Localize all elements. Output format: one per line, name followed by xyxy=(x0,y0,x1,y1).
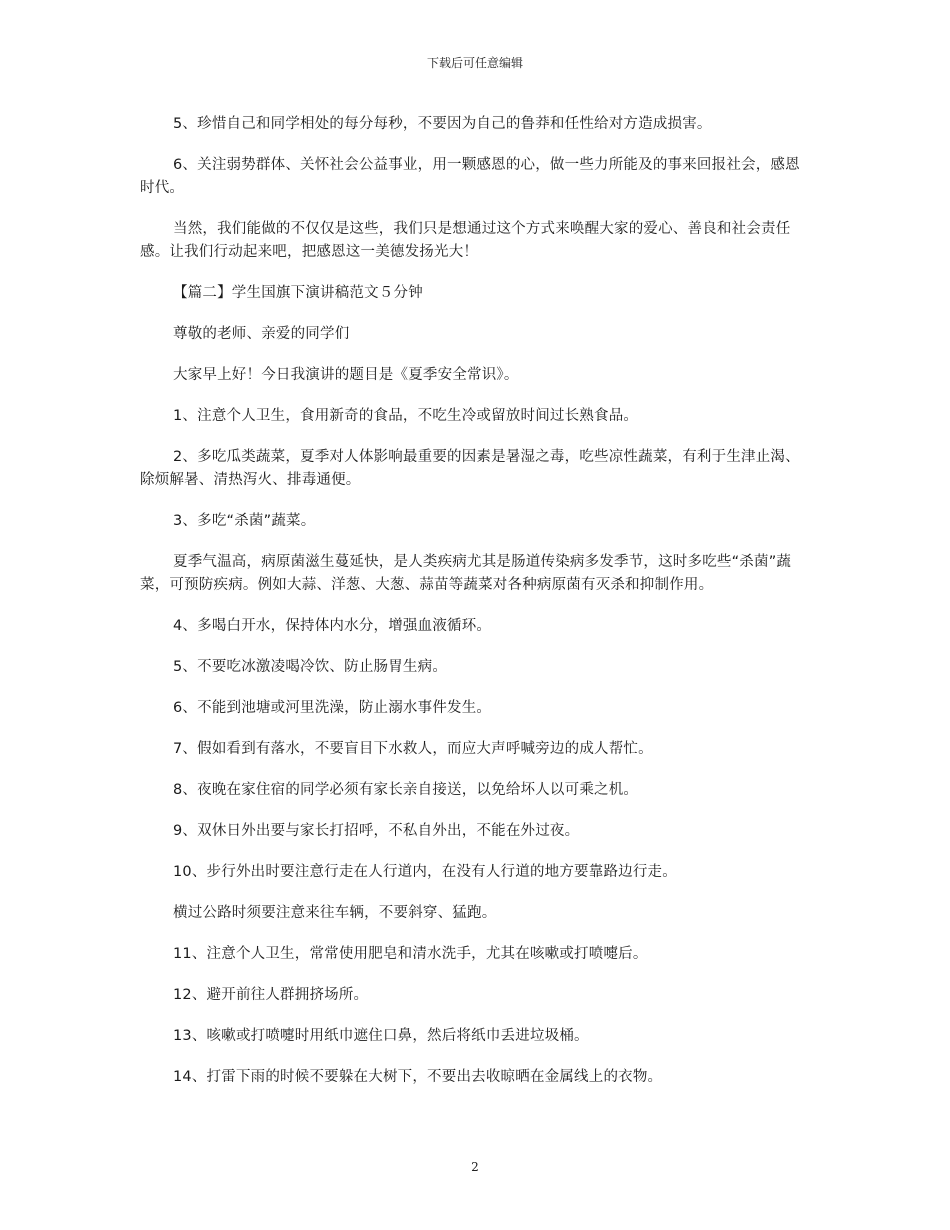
list-item: 12、避开前往人群拥挤场所。 xyxy=(173,987,369,1003)
page-number: 2 xyxy=(471,1160,479,1174)
list-item: 13、咳嗽或打喷嚏时用纸巾遮住口鼻，然后将纸巾丢进垃圾桶。 xyxy=(173,1028,589,1044)
list-item: 14、打雷下雨的时候不要躲在大树下，不要出去收晾晒在金属线上的衣物。 xyxy=(173,1069,663,1085)
list-item: 7、假如看到有落水，不要盲目下水救人，而应大声呼喊旁边的成人帮忙。 xyxy=(173,741,653,757)
list-item: 6、不能到池塘或河里洗澡，防止溺水事件发生。 xyxy=(173,700,492,716)
paragraph: 6、关注弱势群体、关怀社会公益事业，用一颗感恩的心，做一些力所能及的事来回报社会，感恩时代。 xyxy=(140,157,800,196)
list-item: 2、多吃瓜类蔬菜，夏季对人体影响最重要的因素是暑湿之毒，吃些凉性蔬菜，有利于生津止渴、除烦解暑、清热泻火、排毒通便。 xyxy=(140,449,800,488)
paragraph: 横过公路时须要注意来往车辆，不要斜穿、猛跑。 xyxy=(173,905,497,921)
paragraph: 5、珍惜自己和同学相处的每分每秒，不要因为自己的鲁莽和任性给对方造成损害。 xyxy=(173,116,712,132)
paragraph: 夏季气温高，病原菌滋生蔓延快，是人类疾病尤其是肠道传染病多发季节，这时多吃些“杀菌”蔬菜，可预防疾病。例如大蒜、洋葱、大葱、蒜苗等蔬菜对各种病原菌有灭杀和抑制作用。 xyxy=(140,554,792,593)
list-item: 4、多喝白开水，保持体内水分，增强血液循环。 xyxy=(173,618,492,634)
list-item: 1、注意个人卫生，食用新奇的食品，不吃生冷或留放时间过长熟食品。 xyxy=(173,408,639,424)
page-header: 下载后可任意编辑 xyxy=(426,56,523,70)
paragraph: 大家早上好！今日我演讲的题目是《夏季安全常识》。 xyxy=(173,367,519,383)
list-item: 10、步行外出时要注意行走在人行道内，在没有人行道的地方要靠路边行走。 xyxy=(173,864,677,880)
section-heading: 【篇二】学生国旗下演讲稿范文５分钟 xyxy=(173,285,423,301)
list-item: 5、不要吃冰激凌喝冷饮、防止肠胃生病。 xyxy=(173,659,448,675)
salutation: 尊敬的老师、亲爱的同学们 xyxy=(173,326,350,342)
list-item: 3、多吃“杀菌”蔬菜。 xyxy=(173,513,316,529)
document-body xyxy=(140,113,812,1107)
list-item: 9、双休日外出要与家长打招呼，不私自外出，不能在外过夜。 xyxy=(173,823,580,839)
list-item: 11、注意个人卫生，常常使用肥皂和清水洗手，尤其在咳嗽或打喷嚏后。 xyxy=(173,946,648,962)
list-item: 8、夜晚在家住宿的同学必须有家长亲自接送，以免给坏人以可乘之机。 xyxy=(173,782,639,798)
paragraph: 当然，我们能做的不仅仅是这些，我们只是想通过这个方式来唤醒大家的爱心、善良和社会责任感。让我们行动起来吧，把感恩这一美德发扬光大！ xyxy=(140,221,791,260)
